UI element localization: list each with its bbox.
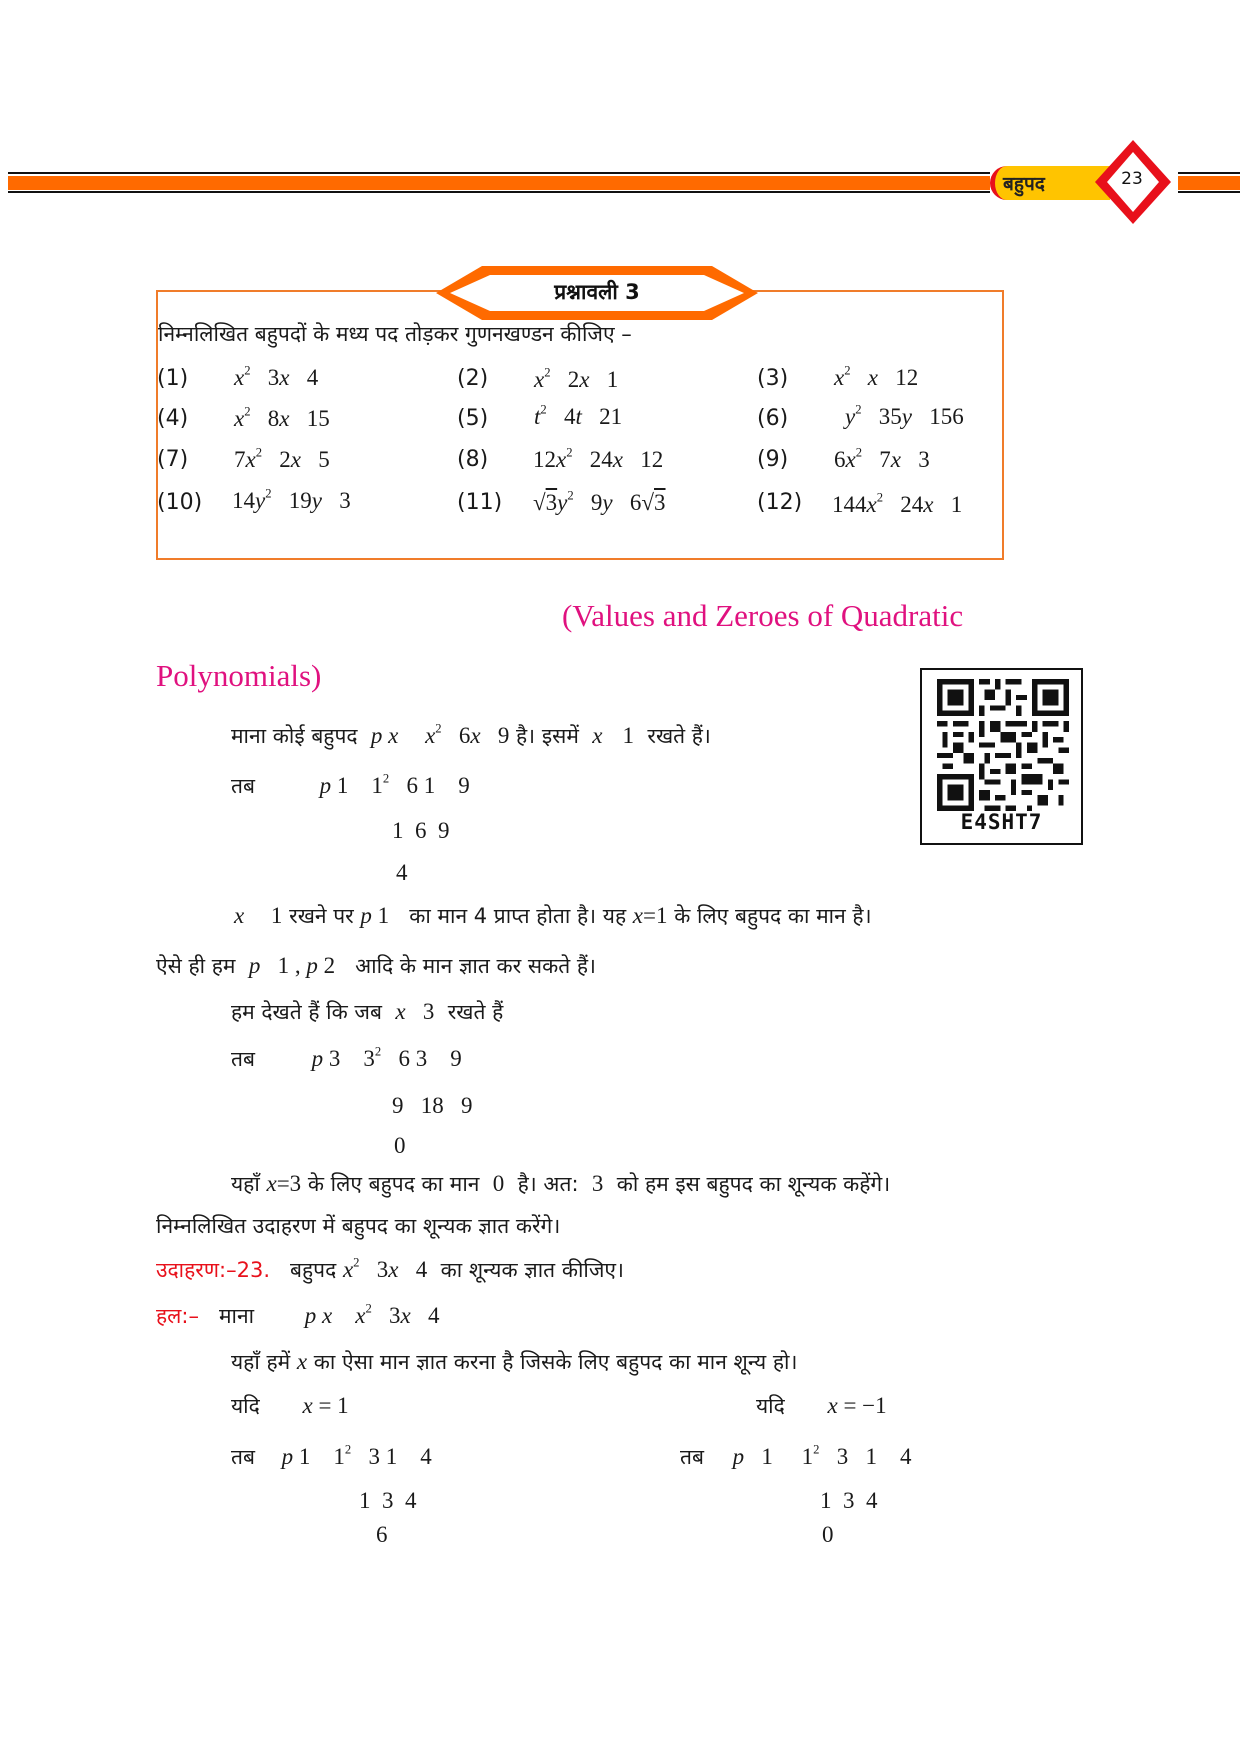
- body-line-7: हम देखते हैं कि जब x 3 रखते हैं: [231, 999, 504, 1024]
- question-expression: $x^2$ 8x 15: [234, 404, 330, 431]
- question-number: (6): [757, 406, 789, 431]
- question-expression: $6x^2$ 7x 3: [834, 445, 930, 472]
- case-right-equation: तब p 1 $1^2$ 3 1 4: [680, 1442, 912, 1469]
- question-number: (11): [457, 490, 503, 515]
- body-line-10: 0: [394, 1133, 406, 1158]
- qr-code-icon: [933, 679, 1073, 811]
- question-expression: $y^2$ 35y 156: [845, 402, 964, 429]
- section-heading-line1: (Values and Zeroes of Quadratic: [562, 598, 964, 633]
- page-number: 23: [1121, 169, 1143, 189]
- body-line-6: ऐसे ही हम p 1 , p 2 आदि के मान ज्ञात कर सकते हैं।: [156, 953, 596, 978]
- band-bottom-rule-right: [1178, 191, 1240, 193]
- question-expression: $x^2$ 2x 1: [534, 365, 619, 392]
- question-expression: $7x^2$ 2x 5: [234, 445, 330, 472]
- qr-code-box[interactable]: [920, 668, 1083, 845]
- question-expression: $144x^2$ 24x 1: [832, 490, 963, 517]
- exercise-instruction: निम्नलिखित बहुपदों के मध्य पद तोड़कर गुणनखण्डन कीजिए –: [158, 322, 632, 346]
- case-left-equation: तब p 1 $1^2$ 3 1 4: [231, 1442, 432, 1469]
- question-number: (2): [457, 366, 489, 391]
- question-expression: $t^2$ 4t 21: [534, 402, 623, 429]
- case-left-step: 1 3 4: [359, 1488, 417, 1513]
- body-line-11: यहाँ x=3 के लिए बहुपद का मान 0 है। अत: 3 को हम इस बहुपद का शून्यक कहेंगे।: [231, 1171, 891, 1196]
- question-expression: $x^2$ 3x 4: [234, 363, 319, 390]
- case-left-result: 6: [376, 1522, 388, 1547]
- question-expression: $√3y^2$ 9y 6√3: [533, 488, 666, 515]
- question-number: (9): [757, 447, 789, 472]
- case-left-condition: यदि x = 1: [231, 1393, 349, 1418]
- exercise-title: प्रश्नावली 3: [554, 280, 640, 304]
- body-line-1: माना कोई बहुपद p x $x^2$ 6x 9 है। इसमें x 1 रखते हैं।: [231, 721, 711, 748]
- chapter-tag: बहुपद: [1003, 173, 1045, 195]
- solution-label: हल:–: [156, 1304, 199, 1328]
- question-number: (5): [457, 406, 489, 431]
- question-number: (7): [157, 447, 189, 472]
- band-bottom-rule: [8, 191, 990, 193]
- case-right-result: 0: [822, 1522, 834, 1547]
- question-number: (3): [757, 366, 789, 391]
- question-number: (12): [757, 490, 803, 515]
- question-number: (1): [157, 366, 189, 391]
- example-statement: उदाहरण:–23. बहुपद $x^2$ 3x 4 का शून्यक ज्ञात कीजिए।: [156, 1255, 624, 1282]
- case-right-step: 1 3 4: [820, 1488, 878, 1513]
- body-line-9: 9 18 9: [392, 1093, 473, 1118]
- question-number: (10): [157, 490, 203, 515]
- body-line-12: निम्नलिखित उदाहरण में बहुपद का शून्यक ज्ञात करेंगे।: [156, 1214, 561, 1238]
- body-line-8: तब p 3 $3^2$ 6 3 9: [231, 1044, 462, 1071]
- body-line-4: 4: [396, 860, 408, 885]
- question-expression: $x^2$ x 12: [834, 363, 919, 390]
- band-orange-bar: [8, 176, 990, 190]
- band-top-rule-right: [1178, 172, 1240, 174]
- example-label: उदाहरण:–23.: [156, 1258, 270, 1282]
- body-line-2: तब p 1 $1^2$ 6 1 9: [231, 771, 470, 798]
- band-top-rule: [8, 172, 990, 174]
- band-orange-bar-right: [1178, 176, 1240, 190]
- case-right-condition: यदि x = −1: [756, 1393, 887, 1418]
- solution-line-1: हल:– माना p x $x^2$ 3x 4: [156, 1301, 440, 1328]
- solution-line-2: यहाँ हमें x का ऐसा मान ज्ञात करना है जिसके लिए बहुपद का मान शून्य हो।: [231, 1349, 798, 1374]
- question-expression: $14y^2$ 19y 3: [232, 486, 351, 513]
- question-expression: $12x^2$ 24x 12: [533, 445, 664, 472]
- question-number: (4): [157, 406, 189, 431]
- qr-code-label: E4SHT7: [960, 810, 1043, 834]
- section-heading-line2: Polynomials): [156, 658, 322, 693]
- body-line-5: x 1 रखने पर p 1 का मान 4 प्राप्त होता है। यह x=1 के लिए बहुपद का मान है।: [234, 903, 872, 928]
- body-line-3: 1 6 9: [392, 818, 450, 843]
- question-number: (8): [457, 447, 489, 472]
